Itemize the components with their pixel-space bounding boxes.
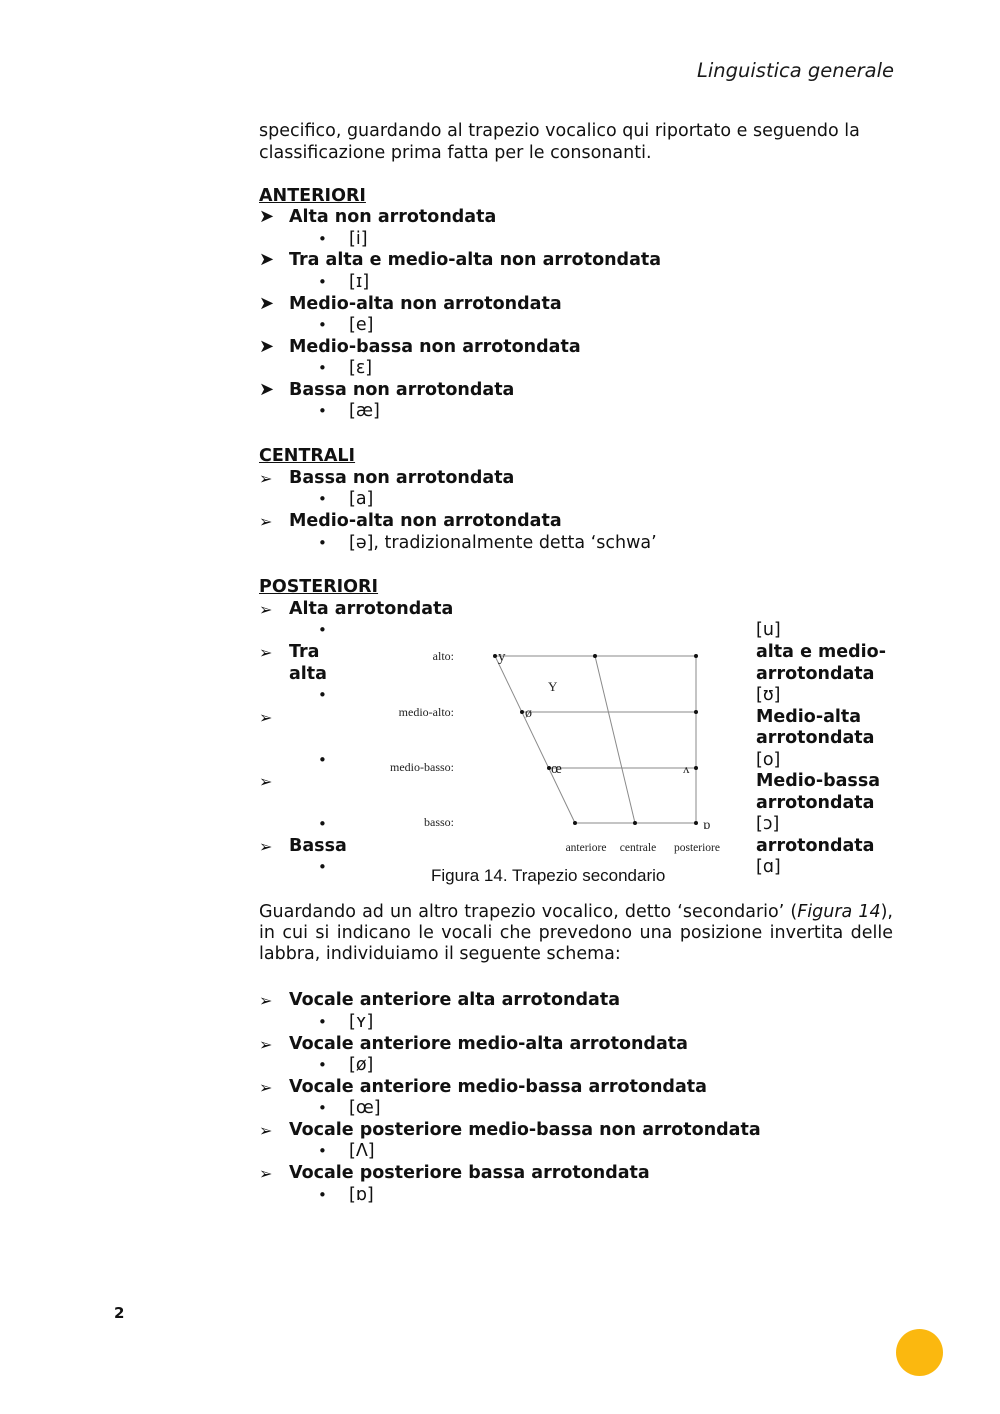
vertex-dot [593, 654, 597, 658]
dot-bullet-icon: • [318, 490, 327, 508]
dot-bullet-icon: • [318, 1142, 327, 1160]
list-item-label: Vocale anteriore medio-alta arrotondata [289, 1034, 688, 1054]
arrow-bullet-icon: ➢ [259, 1164, 273, 1183]
row-label-medio-basso: medio-basso: [390, 760, 454, 774]
phoneme-symbol: [ɛ] [349, 358, 373, 378]
paragraph-text: ), in cui si indicano le vocali che prevedono una posizione invertita delle labbra, individuiamo il seguente schema: [259, 902, 893, 964]
list-item-label: Vocale anteriore medio-bassa arrotondata [289, 1077, 707, 1097]
row-label-medio-alto: medio-alto: [398, 705, 454, 719]
intro-line-2: classificazione prima fatta per le consonanti. [259, 143, 652, 163]
figure-reference: Figura 14 [797, 902, 881, 922]
phoneme-symbol: [e] [349, 315, 374, 335]
phoneme-symbol: [a] [349, 489, 374, 509]
list-item-label-part: alta e medio- [756, 642, 886, 662]
dot-bullet-icon: • [318, 1013, 327, 1031]
arrow-bullet-icon: ➢ [259, 772, 273, 791]
phoneme-symbol: [u] [756, 620, 781, 640]
phoneme-symbol: [ʊ] [756, 685, 781, 705]
list-item-label: Alta arrotondata [289, 599, 454, 619]
vowel-o-slash: ø [525, 706, 532, 721]
list-item-label-part: arrotondata [756, 836, 875, 856]
arrow-bullet-icon: ➤ [259, 336, 275, 357]
list-item-label: Bassa non arrotondata [289, 468, 515, 488]
dot-bullet-icon: • [318, 815, 327, 833]
phoneme-symbol: [Λ] [349, 1141, 375, 1161]
dot-bullet-icon: • [318, 230, 327, 248]
arrow-bullet-icon: ➢ [259, 708, 273, 727]
arrow-bullet-icon: ➢ [259, 1078, 273, 1097]
phoneme-symbol: [ə], tradizionalmente detta ‘schwa’ [349, 533, 657, 553]
vertex-dot [694, 654, 698, 658]
vowel-trapezium-figure [370, 640, 750, 865]
front-edge [495, 656, 575, 823]
phoneme-symbol: [ɪ] [349, 272, 370, 292]
figure-caption: Figura 14. Trapezio secondario [431, 866, 666, 885]
dot-bullet-icon: • [318, 686, 327, 704]
phoneme-symbol: [o] [756, 750, 781, 770]
vowel-oe: œ [551, 761, 562, 777]
arrow-bullet-icon: ➢ [259, 600, 273, 619]
arrow-bullet-icon: ➢ [259, 991, 273, 1010]
phoneme-symbol: [ɑ] [756, 857, 781, 877]
list-item-label: Vocale posteriore medio-bassa non arrotondata [289, 1120, 761, 1140]
phoneme-symbol: [æ] [349, 401, 380, 421]
running-header: Linguistica generale [697, 59, 894, 82]
list-item-label-part: arrotondata [756, 664, 875, 684]
arrow-bullet-icon: ➢ [259, 837, 273, 856]
trapezium-vertices [493, 654, 698, 825]
arrow-bullet-icon: ➤ [259, 249, 275, 270]
dot-bullet-icon: • [318, 359, 327, 377]
dot-bullet-icon: • [318, 402, 327, 420]
col-label-posteriore: posteriore [674, 842, 720, 854]
list-item-label: Medio-alta non arrotondata [289, 511, 562, 531]
vertex-dot [573, 821, 577, 825]
dot-bullet-icon: • [318, 1099, 327, 1117]
dot-bullet-icon: • [318, 273, 327, 291]
phoneme-symbol: [i] [349, 229, 368, 249]
arrow-bullet-icon: ➤ [259, 206, 275, 227]
list-item-label: Medio-alta non arrotondata [289, 294, 562, 314]
dot-bullet-icon: • [318, 534, 327, 552]
trapezium-lines [495, 656, 696, 823]
list-item-label: Vocale anteriore alta arrotondata [289, 990, 621, 1010]
list-item-label-part: Bassa [289, 836, 347, 856]
arrow-bullet-icon: ➢ [259, 643, 273, 662]
central-edge [595, 656, 635, 823]
list-item-label: Tra alta e medio-alta non arrotondata [289, 250, 662, 270]
list-item-label: Vocale posteriore bassa arrotondata [289, 1163, 650, 1183]
row-label-basso: basso: [424, 815, 454, 829]
accent-circle [896, 1329, 943, 1376]
secondary-trapezium-paragraph [259, 902, 893, 965]
vertex-dot [633, 821, 637, 825]
dot-bullet-icon: • [318, 316, 327, 334]
list-item-label: Medio-bassa non arrotondata [289, 337, 581, 357]
list-item-label-part: arrotondata [756, 728, 875, 748]
phoneme-symbol: [ɒ] [349, 1185, 374, 1205]
intro-line-1: specifico, guardando al trapezio vocalico qui riportato e seguendo la [259, 121, 860, 141]
vertex-dot [694, 766, 698, 770]
dot-bullet-icon: • [318, 751, 327, 769]
arrow-bullet-icon: ➢ [259, 469, 273, 488]
vowel-turned-a: ɒ [703, 818, 711, 833]
arrow-bullet-icon: ➤ [259, 379, 275, 400]
list-item-label-part: Tra [289, 642, 320, 662]
paragraph-text: Guardando ad un altro trapezio vocalico, detto ‘secondario’ ( [259, 902, 798, 922]
vertex-dot [493, 654, 497, 658]
phoneme-symbol: [ʏ] [349, 1012, 374, 1032]
page-number: 2 [114, 1304, 125, 1322]
phoneme-symbol: [ø] [349, 1055, 374, 1075]
section-title-anteriori: ANTERIORI [259, 186, 366, 206]
vertex-dot [520, 710, 524, 714]
arrow-bullet-icon: ➤ [259, 293, 275, 314]
vowel-Y: Y [548, 679, 558, 694]
col-label-centrale: centrale [619, 842, 657, 854]
arrow-bullet-icon: ➢ [259, 1035, 273, 1054]
list-item-label: Bassa non arrotondata [289, 380, 515, 400]
dot-bullet-icon: • [318, 1056, 327, 1074]
list-item-label: Alta non arrotondata [289, 207, 497, 227]
row-label-alto: alto: [432, 649, 454, 663]
list-item-label-part: alta [289, 664, 327, 684]
section-title-centrali: CENTRALI [259, 446, 356, 466]
arrow-bullet-icon: ➢ [259, 512, 273, 531]
list-item-label-part: arrotondata [756, 793, 875, 813]
vowel-y: y [498, 649, 506, 665]
dot-bullet-icon: • [318, 858, 327, 876]
dot-bullet-icon: • [318, 621, 327, 639]
dot-bullet-icon: • [318, 1186, 327, 1204]
vertex-dot [694, 821, 698, 825]
vertex-dot [694, 710, 698, 714]
vowel-wedge: ʌ [683, 761, 690, 776]
list-item-label-part: Medio-alta [756, 707, 862, 727]
col-label-anteriore: anteriore [565, 842, 607, 854]
list-item-label-part: Medio-bassa [756, 771, 881, 791]
arrow-bullet-icon: ➢ [259, 1121, 273, 1140]
phoneme-symbol: [œ] [349, 1098, 381, 1118]
phoneme-symbol: [ɔ] [756, 814, 780, 834]
section-title-posteriori: POSTERIORI [259, 577, 379, 597]
